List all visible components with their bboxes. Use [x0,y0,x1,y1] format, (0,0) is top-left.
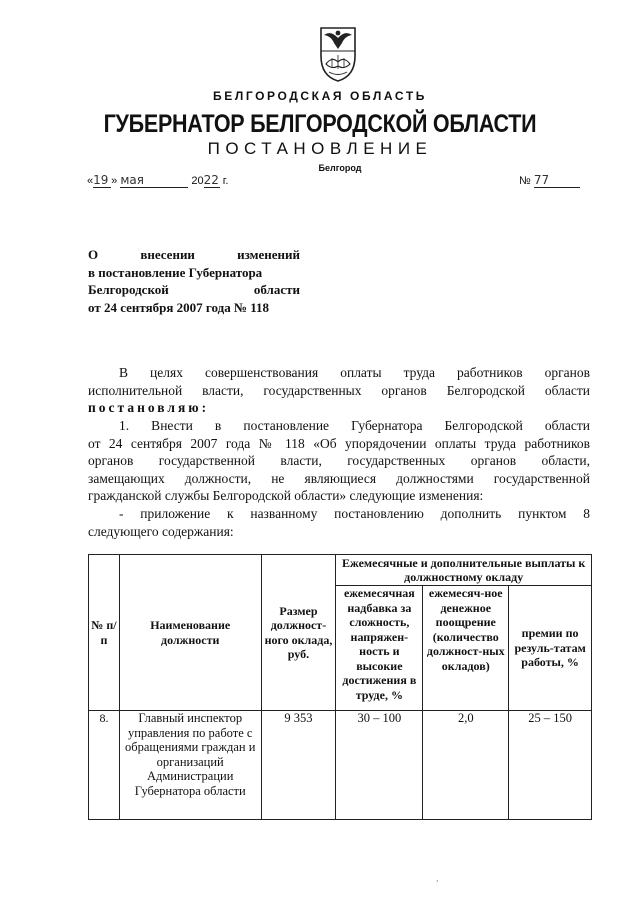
body-paragraph-3: - приложение к названному постановлению дополнить пунктом 8 следующего содержания: [88,506,590,539]
body-paragraph-2: 1. Внести в постановление Губернатора Белгородской области от 24 сентября 2007 года № 118 «Об упорядочении оплаты труда работников органов государственной власти, государственных органов области, замещающих должности, не являющиеся должностями государственной гражданской службы Белгородской области» следующие изменения: [88,418,590,503]
header-premium: премии по резуль-татам работы, % [509,586,592,711]
body-paragraph-1: В целях совершенствования оплаты труда работников органов исполнительной власти, государственных органов Белгородской области постановляю: [88,365,590,415]
cell-salary: 9 353 [261,711,336,820]
coat-of-arms-emblem [318,22,358,84]
subject-line-3: Белгородской области [88,282,300,297]
subject-line-4: от 24 сентября 2007 года № 118 [88,299,270,315]
cell-monthly-bonus: 2,0 [423,711,509,820]
date-field: «19 » мая 2022 г. [87,173,229,187]
document-number: № 77 [519,173,580,188]
decree-word: постановляю: [88,400,210,415]
cell-premium: 25 – 150 [509,711,592,820]
cell-allowance: 30 – 100 [336,711,423,820]
date-year: 22 [203,173,219,187]
cell-position: Главный инспектор управления по работе с обращениями граждан и организаций Администрации Губернатора области [119,711,261,820]
subject-line-1: О внесении изменений [88,247,300,262]
subject-line-2: в постановление Губернатора [88,264,263,280]
city-label: Белгород [318,163,362,173]
date-month: мая [120,173,188,188]
header-allowance: ежемесячная надбавка за сложность, напряжен-ность и высокие достижения в труде, % [336,586,423,711]
cell-number: 8. [89,711,120,820]
authority-title: ГУБЕРНАТОР БЕЛГОРОДСКОЙ ОБЛАСТИ [103,110,537,138]
table-row [89,711,592,820]
scan-speck: , [436,874,439,883]
header-salary: Размер должност-ного оклада, руб. [261,555,336,711]
header-payments-group: Ежемесячные и дополнительные выплаты к должностному окладу [336,555,592,586]
document-type: ПОСТАНОВЛЕНИЕ [207,139,433,158]
region-title: БЕЛГОРОДСКАЯ ОБЛАСТЬ [213,89,427,103]
document-number-value: 77 [534,173,580,188]
salary-table [88,554,592,820]
document-subject [88,246,300,316]
date-day: 19 [93,173,111,188]
header-number: № п/п [89,555,120,711]
header-monthly-bonus: ежемесяч-ное денежное поощрение (количество должност-ных окладов) [423,586,509,711]
header-position: Наименование должности [119,555,261,711]
